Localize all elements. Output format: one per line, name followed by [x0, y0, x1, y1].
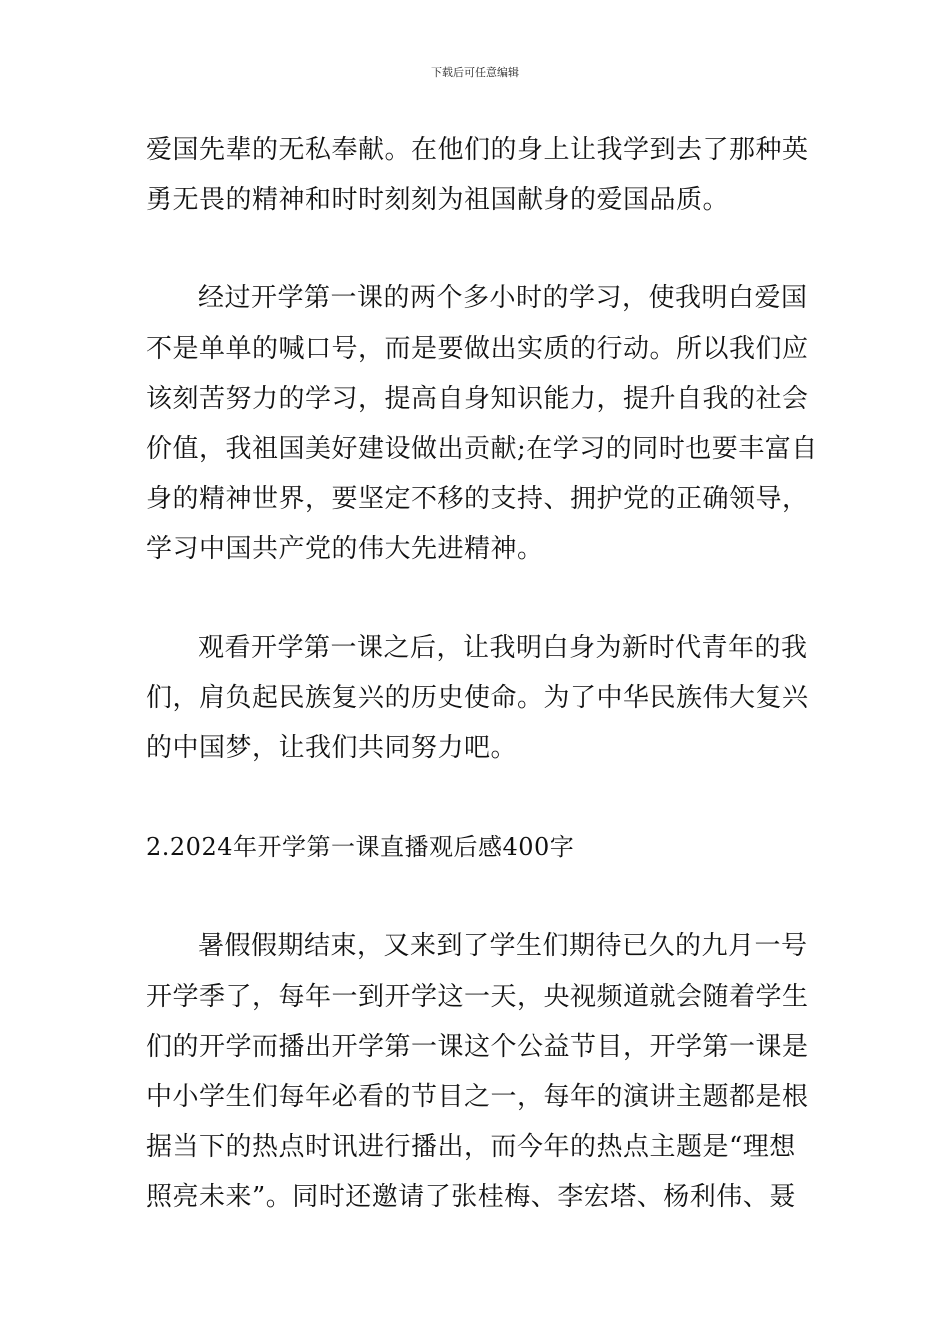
text-line: 爱国先辈的无私奉献。在他们的身上让我学到去了那种英: [146, 135, 809, 165]
text-line: 勇无畏的精神和时时刻刻为祖国献身的爱国品质。: [146, 185, 730, 215]
text-line: 们的开学而播出开学第一课这个公益节目，开学第一课是: [146, 1032, 809, 1062]
text-line: 中小学生们每年必看的节目之一，每年的演讲主题都是根: [146, 1082, 809, 1112]
text-line: 据当下的热点时讯进行播出，而今年的热点主题是“理想: [146, 1132, 796, 1162]
section-heading: 2.2024年开学第一课直播观后感400字: [146, 833, 575, 861]
text-line: 该刻苦努力的学习，提高自身知识能力，提升自我的社会: [146, 384, 809, 414]
paragraph-first-line: 经过开学第一课的两个多小时的学习，使我明白爱国: [198, 283, 808, 313]
text-line: 开学季了，每年一到开学这一天，央视频道就会随着学生: [146, 982, 809, 1012]
text-line: 价值，我祖国美好建设做出贡献;在学习的同时也要丰富自: [146, 434, 818, 464]
text-line: 不是单单的喊口号，而是要做出实质的行动。所以我们应: [146, 334, 809, 364]
paragraph-first-line: 观看开学第一课之后，让我明白身为新时代青年的我: [198, 633, 808, 663]
page-header: 下载后可任意编辑: [431, 66, 519, 79]
text-line: 们，肩负起民族复兴的历史使命。为了中华民族伟大复兴: [146, 683, 809, 713]
text-line: 的中国梦，让我们共同努力吧。: [146, 733, 518, 763]
text-line: 照亮未来”。同时还邀请了张桂梅、李宏塔、杨利伟、聂: [146, 1182, 796, 1212]
text-line: 学习中国共产党的伟大先进精神。: [146, 534, 544, 564]
paragraph-first-line: 暑假假期结束，又来到了学生们期待已久的九月一号: [198, 931, 808, 961]
text-line: 身的精神世界，要坚定不移的支持、拥护党的正确领导，: [146, 484, 809, 514]
